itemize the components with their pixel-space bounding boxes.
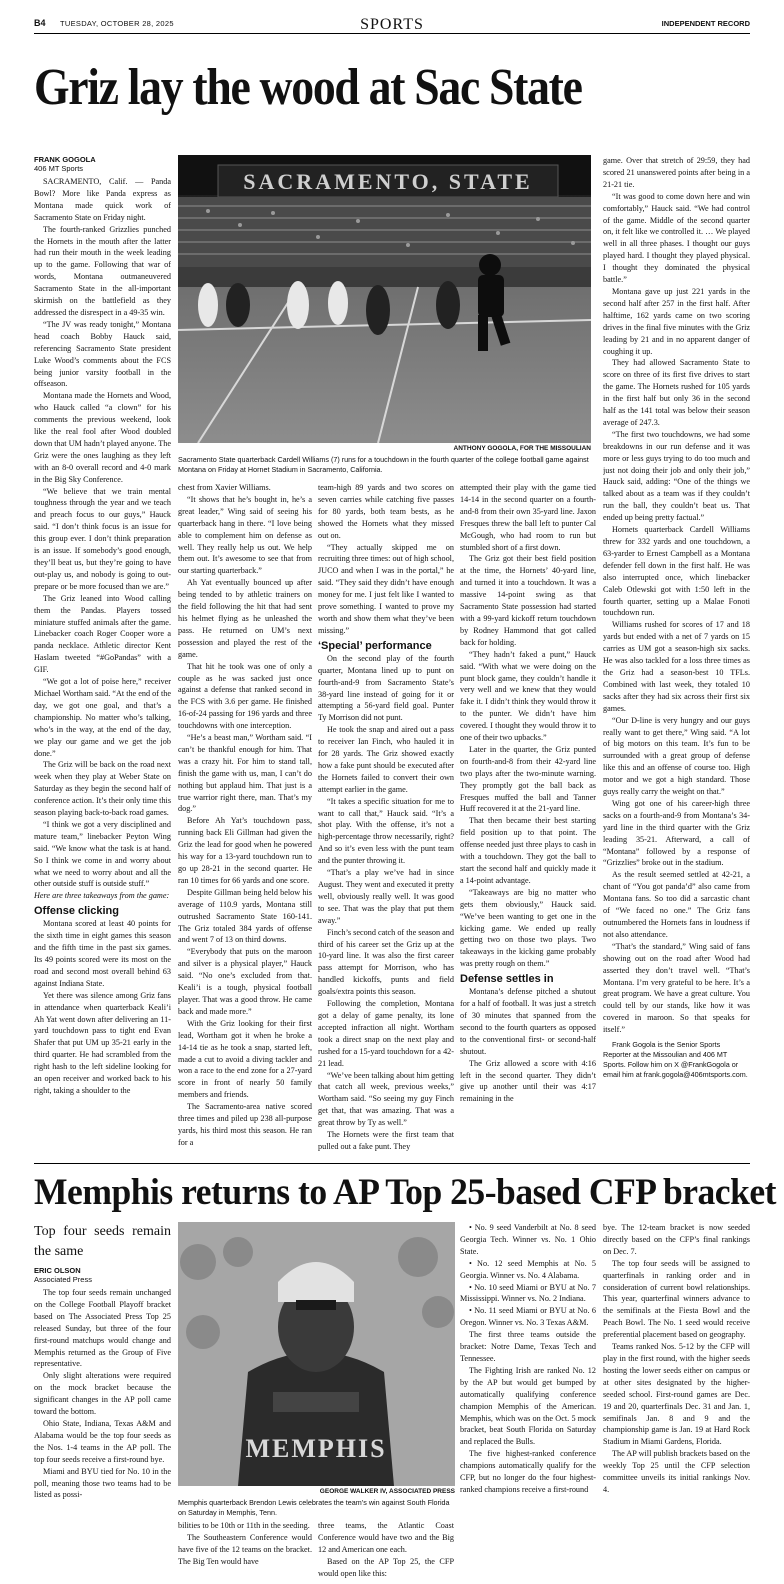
bracket-item: • No. 11 seed Miami or BYU at No. 6 Oregon. Winner vs. No. 3 Texas A&M. bbox=[460, 1306, 596, 1328]
paragraph: Finch’s second catch of the season and third of his career set the Griz up at the 10-yard line. It was also the first career pass attempt for Morrison, who has handled kickoffs, punts and field goals/extra points this season. bbox=[318, 927, 454, 997]
story1-outlet: 406 MT Sports bbox=[34, 164, 84, 173]
paragraph: “Takeaways are big no matter who gets them obviously,” Hauck said. “We’ve been wanting to get one in the kicking game. We ended up really getting two on those two plays. Two takeaways in the kicking game probably was pretty rough on them.” bbox=[460, 887, 596, 969]
paragraph: Yet there was silence among Griz fans in attendance when quarterback Keali’i Ah Yat went down after delivering an 11-yard touchdown pass to tight end Evan Shafer that put UM up 35-21 early in the third quarter. He had scrambled from the right hash to the left sideline looking for an open receiver and worked back to his right, taking a shoulder to the bbox=[34, 990, 171, 1095]
paragraph: bye. The 12-team bracket is now seeded directly based on the CFP’s final rankings on Dec. 7. bbox=[603, 1223, 750, 1256]
paragraph: “Everybody that puts on the maroon and silver is a physical player,” Hauck said. “No one’s excluded from that. Keali’i is a tough, physical football player. That was a good throw. He came back and made more.” bbox=[178, 947, 312, 1016]
subhead-offense: Offense clicking bbox=[34, 905, 119, 918]
paragraph: attempted their play with the game tied 14-14 in the second quarter on a fourth-and-8 from their own 35-yard line. Jaxon Fresques threw the ball left to punter Cal McGough, who had room to run but stumbled short of a first down. bbox=[460, 483, 596, 552]
paragraph: “That’s a play we’ve had in since August. They went and executed it pretty well, obviously really well. It was good to see. That was the play that put them away.” bbox=[318, 868, 454, 925]
story2-column-4 bbox=[460, 1222, 596, 1578]
issue-date: TUESDAY, OCTOBER 28, 2025 bbox=[60, 19, 174, 28]
takeaways-intro: Here are three takeaways from the game: bbox=[34, 891, 170, 901]
paragraph: The first three teams outside the bracket: Notre Dame, Texas Tech and Tennessee. bbox=[460, 1330, 596, 1363]
paragraph: SACRAMENTO, Calif. — Panda Bowl? More like Panda express as Montana made quick work of Sacramento State on Friday night. bbox=[34, 177, 171, 222]
paragraph: bilities to be 10th or 11th in the seeding. bbox=[178, 1521, 310, 1530]
paragraph: “Our D-line is very hungry and our guys really want to get there,” Wing said. “A lot of big motors on this team. It’s fun to be surrounded with a great group of defense like this and an offense of course too. High motor and we got a high standard. Those guys really carry the weight on that.” bbox=[603, 715, 750, 797]
story1-column-4 bbox=[460, 482, 596, 1155]
story2-photo-credit: GEORGE WALKER IV, ASSOCIATED PRESS bbox=[319, 1488, 455, 1495]
paragraph: game. Over that stretch of 29:59, they had scored 21 unanswered points after being in a 21-21 tie. bbox=[603, 156, 750, 189]
paragraph: Miami and BYU tied for No. 10 in the poll, meaning those two teams had to be listed as possi- bbox=[34, 1466, 171, 1500]
paragraph: On the second play of the fourth quarter, Montana lined up to punt on fourth-and-9 from Sacramento State’s 38-yard line instead of going for it or attempting a 56-yard field goal. Punter Ty Morrison did not punt. bbox=[318, 653, 454, 723]
paragraph: The Griz will be back on the road next week when they play at Weber State on Saturday as they begin the second half of conference action. It’s their only time this season playing back-to-back road games. bbox=[34, 760, 171, 818]
paragraph: The Southeastern Conference would have five of the 12 teams on the bracket. The Big Ten would have bbox=[178, 1532, 312, 1566]
bracket-item: • No. 12 seed Memphis at No. 5 Georgia. Winner vs. No. 4 Alabama. bbox=[460, 1258, 596, 1280]
bracket-item: • No. 10 seed Miami or BYU at No. 7 Mississippi. Winner vs. No. 2 Indiana. bbox=[460, 1282, 596, 1304]
subhead-defense: Defense settles in bbox=[460, 973, 554, 986]
paragraph: The Hornets were the first team that pulled out a fake punt. They bbox=[318, 1130, 454, 1151]
paragraph: “The first two touchdowns, we had some breakdowns in our run defense and it was more or less guys trying to do too much and just not doing their job and only their job,” Hauck said, adding: “One of the things we talked about as a team was if they couldn’t run the ball, they couldn’t beat us. That ended up being pretty factual.” bbox=[603, 429, 750, 523]
story1-headline: Griz lay the wood at Sac State bbox=[34, 59, 582, 116]
paragraph: “That’s the standard,” Wing said of fans showing out on the road after Wood had asserted they don’t travel well. “That’s Montana. I’m very grateful to be here. It’s a great program. We have a great culture. You could tell by our stands, like how it was covered in maroon. So that speaks for itself.” bbox=[603, 941, 750, 1035]
paragraph: team-high 89 yards and two scores on seven carries while catching five passes for 80 yards, both team bests, as he showed the Hornets what they missed out on. bbox=[318, 483, 454, 540]
paragraph: The top four seeds will be assigned to quarterfinals in ranking order and in consideration of current bowl relationships. This year, quarterfinal winners advance to the semifinals at the Fiesta Bowl and the Peach Bowl. The No. 1 seed would receive preferential placement based on geography. bbox=[603, 1258, 750, 1340]
bracket-item: • No. 9 seed Vanderbilt at No. 8 seed Georgia Tech. Winner vs. No. 1 Ohio State. bbox=[460, 1223, 596, 1256]
publication-name: INDEPENDENT RECORD bbox=[661, 19, 750, 28]
story2-column-5 bbox=[603, 1222, 750, 1578]
paragraph: The Sacramento-area native scored three times and piled up 238 all-purpose yards, his third most this season. He ran for a bbox=[178, 1102, 312, 1147]
story2-photo bbox=[178, 1222, 455, 1486]
paragraph: “He’s a beast man,” Wortham said. “I can’t be thankful enough for him. That was a crazy hit. For him to stand tall, finish the game with us, man, I can’t do nothing but applaud him. That just is a true warrior right there, man. That’s my dog.” bbox=[178, 733, 312, 814]
paragraph: Following the completion, Montana got a delay of game penalty, its lone accepted infraction all night. Wortham took a direct snap on the next play and rushed for a 15-yard touchdown for a 42-21 lead. bbox=[318, 999, 454, 1068]
paragraph: “It takes a specific situation for me to want to call that,” Hauck said. “It’s a shot play. With the offense, it’s not a high-percentage throw necessarily, right? And so it’s even less with the punt team and the punter throwing it. bbox=[318, 796, 454, 866]
paragraph: Later in the quarter, the Griz punted on fourth-and-8 from their 42-yard line two plays after the two-minute warning. They promptly got the ball back as Fresques muffed the ball and Tanner Huff recovered it at the 21-yard line. bbox=[460, 744, 596, 814]
paragraph: Only slight alterations were required on the mock bracket because the significant changes in the AP poll came toward the bottom. bbox=[34, 1371, 171, 1417]
paragraph: three teams, the Atlantic Coast Conference would have two and the Big 12 and American one each. bbox=[318, 1521, 454, 1554]
story1-byline: FRANK GOGOLA bbox=[34, 155, 96, 164]
story1-column-1 bbox=[34, 155, 171, 1155]
paragraph: Despite Gillman being held below his average of 110.9 yards, Montana still outrushed Sacramento State 160-141. The Griz totaled 384 yards of offense and went 7 of 13 on third downs. bbox=[178, 887, 312, 945]
story1-photo-caption: Sacramento State quarterback Cardell Williams (7) runs for a touchdown in the fourth quarter of the college football game against Montana on Friday at Hornet Stadium in Sacramento, California. bbox=[178, 455, 589, 474]
paragraph: Williams rushed for scores of 17 and 18 yards but ended with a net of 7 yards on 15 carries as UM got a season-high six sacks. He was also tackled for a loss three times as the Griz had a season-best 10 TFLs. Combined with last week, they totaled 10 sacks after they had six across their first six games. bbox=[603, 620, 750, 713]
paragraph: The Griz leaned into Wood calling them the Pandas. Players tossed miniature stuffed animals after the game. Linebacker coach Roger Cooper wore a panda necklace. Athletic director Kent Haslam tweeted “#GoPandas” with a GIF. bbox=[34, 593, 171, 675]
paragraph: Montana’s defense pitched a shutout for a half of football. It was just a stretch of 30 minutes that spanned from the second to the fourth quarters as opposed to the conventional first- or second-half shutout. bbox=[460, 987, 596, 1056]
paragraph: “We’ve been talking about him getting that catch all week, previous weeks,” Wortham said. “So seeing my guy Finch get that, that was amazing. That was a great throw by Ty as well.” bbox=[318, 1070, 454, 1128]
paragraph: Montana scored at least 40 points for the sixth time in eight games this season and the fifth time in the past six games. Its 49 points scored were its most on the road and second most overall behind 63 against Indiana State. bbox=[34, 919, 171, 988]
paragraph: Before Ah Yat’s touchdown pass, running back Eli Gillman had given the Griz the lead for good when he powered his way for a 13-yard touchdown run to go up 28-21 in the second quarter. He ran 10 times for 66 yards and one score. bbox=[178, 816, 312, 885]
subhead-special: ‘Special’ performance bbox=[318, 639, 432, 652]
paragraph: As the result seemed settled at 42-21, a chant of “You got panda’d” also came from Montana fans. So too did a sarcastic chant of “We faced no one.” The Griz fans outnumbered the Hornets fans in loudness if not also attendance. bbox=[603, 870, 750, 939]
quarterback-illustration bbox=[178, 1222, 455, 1486]
paragraph: The five highest-ranked conference champions automatically qualify for the CFP, but no longer do the four highest-ranked champions receive a first-round bbox=[460, 1449, 596, 1494]
paragraph: “I think we got a very disciplined and mature team,” linebacker Peyton Wing said. “We know what the task is at hand. So I think we come in and worry about what we need to worry about and all the other outside stuff is outside stuff.” bbox=[34, 819, 171, 889]
section-title: SPORTS bbox=[360, 16, 424, 33]
story2-deck: Top four seeds remain the same bbox=[34, 1224, 171, 1259]
story2-photo-caption: Memphis quarterback Brendon Lewis celebrates the team’s win against South Florida on Saturday in Memphis, Tenn. bbox=[178, 1498, 450, 1517]
paragraph: Hornets quarterback Cardell Williams threw for 332 yards and one touchdown, a 63-yarder to Ernest Campbell as a Montana defender fell down in the first half. He was also interrupted once, which linebacker Caleb Otlewski got with 1:50 left in the fourth quarter, setting up a Malae Fonoti touchdown run. bbox=[603, 525, 750, 618]
story1-column-2 bbox=[178, 482, 312, 1155]
page-number: B4 bbox=[34, 18, 46, 28]
paragraph: Ah Yat eventually bounced up after being tended to by athletic trainers on the field following the hit that had sent his helmet flying as he unleashed the pass. He returned on UM’s next possession and played the rest of the game. bbox=[178, 578, 312, 659]
story2-column-3 bbox=[318, 1520, 454, 1580]
paragraph: “The JV was ready tonight,” Montana head coach Bobby Hauck said, referencing Sacramento State president Luke Wood’s comments about the FCS being junior varsity football in the offseason. bbox=[34, 319, 171, 389]
story1-column-5 bbox=[603, 155, 750, 1155]
jersey-lettering: MEMPHIS bbox=[245, 1434, 387, 1463]
stadium-sign: SACRAMENTO, STATE bbox=[243, 169, 533, 194]
paragraph: “It shows that he’s bought in, he’s a great leader,” Wing said of seeing his quarterback hang in there. “I love being able to complement him on defense as well. They really help us out. We help them out. It’s awesome to see that from our starting quarterback.” bbox=[178, 494, 312, 576]
paragraph: The fourth-ranked Grizzlies punched the Hornets in the mouth after the latter had run their mouth in the week leading up to the game. Following that war of words, Montana outmaneuvered Sacramento State in the all-important skirmish on the battlefield as they addressed the disrespect in a 49-35 win. bbox=[34, 224, 171, 317]
paragraph: “It was good to come down here and win comfortably,” Hauck said. “We had control of the game. Middle of the second quarter on, it felt like we controlled it. … We played well in all three phases. I thought our guys played hard. I thought they played physical. I thought they dominated the physical battle.” bbox=[603, 191, 750, 285]
paragraph: Based on the AP Top 25, the CFP would open like this: bbox=[318, 1556, 454, 1578]
paragraph: He took the snap and aired out a pass to receiver Ian Finch, who hauled it in for 28 yards. The Griz showed exactly how a fake punt should be executed after the Hornets failed to convert their own attempt earlier in the game. bbox=[318, 725, 454, 794]
paragraph: “They actually skipped me on recruiting three times: out of high school, JUCO and when I was in the portal,” he said. “They said they didn’t have enough money for me. I just felt like I wanted to prove something. I wanted to prove my worth and show them what they’ve been missing.” bbox=[318, 542, 454, 635]
paragraph: chest from Xavier Williams. bbox=[178, 483, 271, 492]
paragraph: “They hadn’t faked a punt,” Hauck said. “With what we were doing on the punt block game, they couldn’t handle it very well and we knew that they would fake it. I didn’t think they would throw it to the punter. We didn’t have him covered. I thought they would throw it to one of their two upbacks.” bbox=[460, 649, 596, 743]
page-header bbox=[34, 16, 750, 34]
story2-column-2 bbox=[178, 1520, 312, 1580]
football-field-illustration bbox=[178, 155, 591, 443]
paragraph: Ohio State, Indiana, Texas A&M and Alabama would be the top four seeds as the Nos. 1-4 teams in the AP poll. The top four seeds receive a first-round bye. bbox=[34, 1418, 171, 1464]
paragraph: The Griz allowed a score with 4:16 left in the second quarter. They didn’t give up another until their was 4:17 remaining in the bbox=[460, 1058, 596, 1104]
paragraph: With the Griz looking for their first lead, Wortham got it when he broke a 14-14 tie as he took a snap, started left, made a cut to avoid a diving tackler and won a race to the end zone for a 27-yard score in front of nearly 50 family members and friends. bbox=[178, 1018, 312, 1100]
paragraph: The AP will publish brackets based on the weekly Top 25 until the CFP selection committee unveils its initial rankings Nov. 4. bbox=[603, 1449, 750, 1494]
paragraph: “We got a lot of poise here,” receiver Michael Wortham said. “At the end of the day, we got one goal, and that’s a championship. No matter who’s talking, who’s in the way, at the end of the day, we play our game and we get the job done.” bbox=[34, 677, 171, 758]
author-tagline: Frank Gogola is the Senior Sports Reporter at the Missoulian and 406 MT Sports. Follow him on X @FrankGogola or email him at frank.gogola@406mtsports.com. bbox=[603, 1040, 748, 1080]
paragraph: Montana made the Hornets and Wood, who Hauck called “a clown” for his comments the previous weekend, look like the real fool after Wood doubled down that UM hadn’t played anyone. The Griz were the ones laughing as they left with an 8-0 overall record and 4-0 mark in the Big Sky Conference. bbox=[34, 391, 171, 484]
story-divider bbox=[34, 1163, 750, 1164]
story1-photo-credit: ANTHONY GOGOLA, FOR THE MISSOULIAN bbox=[453, 445, 591, 452]
paragraph: The Fighting Irish are ranked No. 12 by the AP but would get bumped by automatically qualifying conference champion Memphis of the American. Memphis, which was on the Oct. 5 mock bracket, beat South Florida on Saturday and replaced the Bulls. bbox=[460, 1365, 596, 1447]
paragraph: The top four seeds remain unchanged on the College Football Playoff bracket based on The Associated Press Top 25 released Sunday, but three of the four first-round matchups would change and Memphis returned as the Group of Five representative. bbox=[34, 1288, 171, 1369]
paragraph: Wing got one of his career-high three sacks on a fourth-and-9 from Montana’s 34-yard line in the third quarter with the Griz leading 35-21. Afterward, a call of “Montana” followed by a response of “Grizzlies” broke out in the stadium. bbox=[603, 798, 750, 868]
paragraph: Montana gave up just 221 yards in the second half after 257 in the first half. After halftime, 162 yards came on two scoring drives in the final five minutes with the Griz leading by 21 and in no apparent danger of coughing it up. bbox=[603, 286, 750, 356]
story2-byline: ERIC OLSON bbox=[34, 1266, 81, 1275]
paragraph: That hit he took was one of only a couple as he was sacked just once against a defense that ranked second in the FCS with 3.6 per game. He finished 16-of-24 passing for 196 yards and three touchdowns with one interception. bbox=[178, 661, 312, 731]
paragraph: That then became their best starting field position up to that point. The offense needed just three plays to cash in with a touchdown. They got the ball to start the second half and quickly made it a 14-point advantage. bbox=[460, 816, 596, 885]
story2-column-1 bbox=[34, 1222, 171, 1578]
paragraph: “We believe that we train mental toughness through the year and we teach and preach focus to our guys,” Hauck said. “I don’t think focus is an issue for this group ever. I don’t think preparation is an issue. If somebody’s good enough, they’ll beat us, but they’re going to have out-play us, and nobody is going to out-prepare or be more focused than we are.” bbox=[34, 486, 171, 591]
paragraph: Teams ranked Nos. 5-12 by the CFP will play in the first round, with the higher seeds hosting the lower seeds either on campus or at other sites designated by the higher-seeded school. First-round games are Dec. 19 and 20, quarterfinals Dec. 31 and Jan. 1, semifinals Jan. 8 and 9 and the championship game is Jan. 19 at Hard Rock Stadium in Miami Gardens, Florida. bbox=[603, 1342, 750, 1447]
story1-column-3 bbox=[318, 482, 454, 1155]
paragraph: They had allowed Sacramento State to score on three of its first five drives to start the game. The Hornets rushed for 105 yards in the first half but only 36 in the second half as the 141 total was below their season average of 247.3. bbox=[603, 358, 750, 427]
paragraph: The Griz got their best field position at the time, the Hornets’ 40-yard line, and turned it into a touchdown. It was a massive 14-point swing as that Sacramento State possession had started with a 99-yard kickoff return touchdown by Rodney Hammond that got called back for holding. bbox=[460, 554, 596, 647]
story1-photo bbox=[178, 155, 591, 443]
story2-outlet: Associated Press bbox=[34, 1275, 92, 1284]
story2-headline: Memphis returns to AP Top 25-based CFP bracket bbox=[34, 1172, 776, 1213]
